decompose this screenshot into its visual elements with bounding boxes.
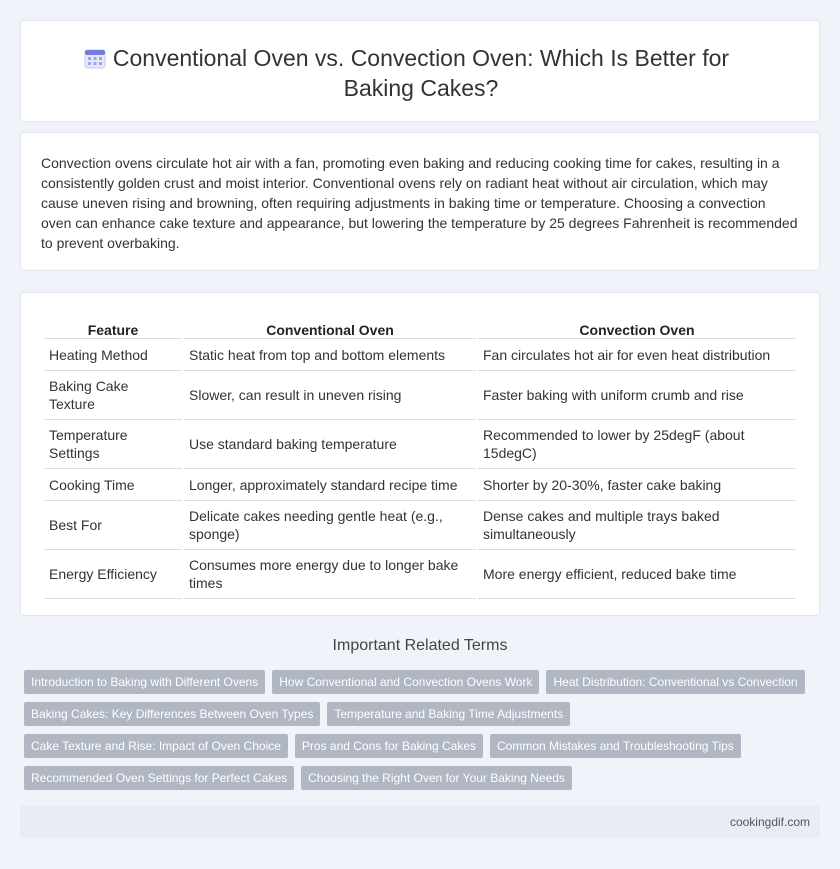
table-row — [44, 339, 796, 371]
table-cell: Longer, approximately standard recipe time — [184, 469, 476, 501]
related-term-link[interactable]: Common Mistakes and Troubleshooting Tips — [490, 734, 741, 758]
comparison-card — [20, 292, 820, 616]
footer — [20, 806, 820, 838]
column-header-feature: Feature — [44, 313, 182, 339]
column-header-conventional: Conventional Oven — [184, 313, 476, 339]
table-row — [44, 420, 796, 469]
table-cell: Static heat from top and bottom elements — [184, 339, 476, 371]
table-cell: Cooking Time — [44, 469, 182, 501]
table-row — [44, 550, 796, 599]
related-term-link[interactable]: Temperature and Baking Time Adjustments — [327, 702, 570, 726]
footer-site-name: cookingdif.com — [729, 815, 810, 829]
related-term-link[interactable]: Heat Distribution: Conventional vs Convection — [546, 670, 804, 694]
column-header-convection: Convection Oven — [478, 313, 796, 339]
related-terms-list — [24, 670, 824, 798]
table-cell: Temperature Settings — [44, 420, 182, 469]
table-cell: Slower, can result in uneven rising — [184, 371, 476, 420]
page-title — [21, 43, 821, 103]
table-row — [44, 501, 796, 550]
table-cell: Dense cakes and multiple trays baked simultaneously — [478, 501, 796, 550]
table-cell: Faster baking with uniform crumb and rise — [478, 371, 796, 420]
table-cell: Delicate cakes needing gentle heat (e.g., sponge) — [184, 501, 476, 550]
table-header-row — [44, 313, 796, 339]
intro-card — [20, 132, 820, 271]
table-cell: Fan circulates hot air for even heat distribution — [478, 339, 796, 371]
table-cell: Best For — [44, 501, 182, 550]
table-cell: Baking Cake Texture — [44, 371, 182, 420]
related-term-link[interactable]: Pros and Cons for Baking Cakes — [295, 734, 483, 758]
related-term-link[interactable]: Choosing the Right Oven for Your Baking Needs — [301, 766, 572, 790]
related-term-link[interactable]: Introduction to Baking with Different Ovens — [24, 670, 265, 694]
related-term-link[interactable]: Recommended Oven Settings for Perfect Cakes — [24, 766, 294, 790]
related-terms-heading: Important Related Terms — [332, 637, 508, 654]
table-cell: More energy efficient, reduced bake time — [478, 550, 796, 599]
page-title-line-1: Conventional Oven vs. Convection Oven: Which Is Better for — [112, 45, 730, 71]
table-row — [44, 371, 796, 420]
related-term-link[interactable]: How Conventional and Convection Ovens Work — [272, 670, 539, 694]
comparison-table — [42, 313, 798, 599]
table-cell: Energy Efficiency — [44, 550, 182, 599]
table-cell: Consumes more energy due to longer bake times — [184, 550, 476, 599]
title-card — [20, 20, 820, 122]
intro-paragraph: Convection ovens circulate hot air with a fan, promoting even baking and reducing cooking time for cakes, resulting in a consistently golden crust and moist interior. Conventional ovens rely on radiant heat without air circulation, which may cause uneven rising and browning, often requiring adjustments in baking time or temperature. Choosing a convection oven can enhance cake texture and appearance, but lowering the temperature by 25 degrees Fahrenheit is recommended to prevent overbaking. — [41, 155, 798, 251]
table-row — [44, 469, 796, 501]
table-cell: Shorter by 20-30%, faster cake baking — [478, 469, 796, 501]
related-term-link[interactable]: Baking Cakes: Key Differences Between Oven Types — [24, 702, 320, 726]
table-cell: Use standard baking temperature — [184, 420, 476, 469]
table-cell: Recommended to lower by 25degF (about 15degC) — [478, 420, 796, 469]
page-title-line-2: Baking Cakes? — [343, 75, 499, 101]
related-term-link[interactable]: Cake Texture and Rise: Impact of Oven Choice — [24, 734, 288, 758]
table-cell: Heating Method — [44, 339, 182, 371]
